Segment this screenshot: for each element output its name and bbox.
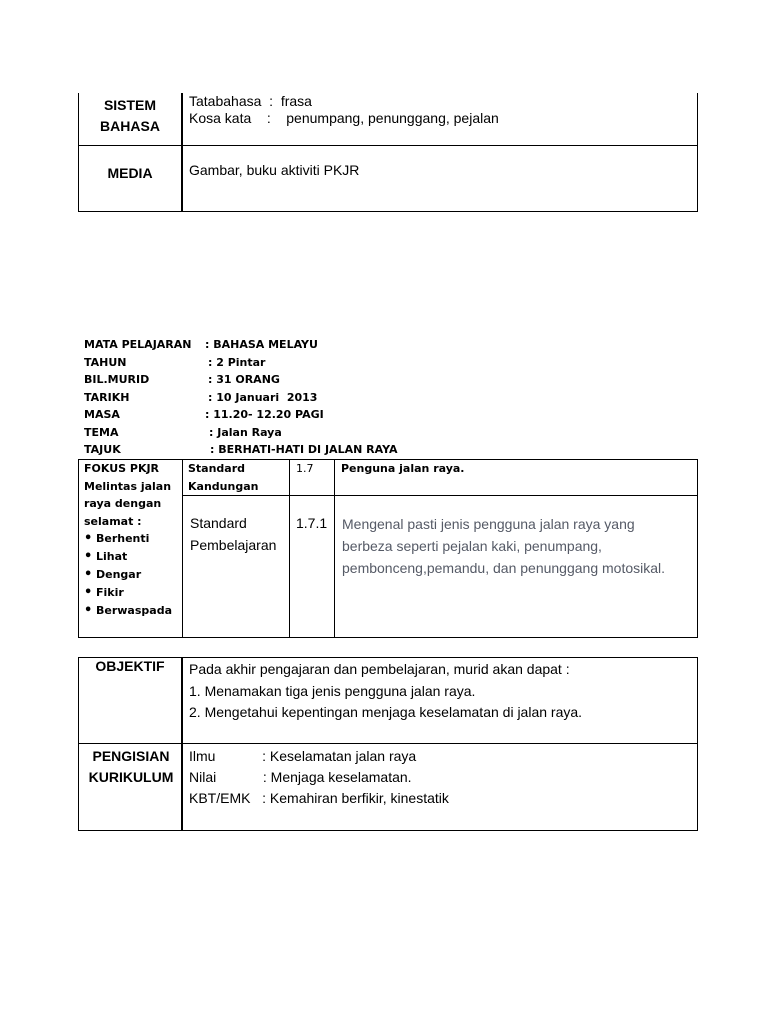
std-kandungan-label-2: Kandungan — [188, 479, 259, 493]
media-text: Gambar, buku aktiviti PKJR — [189, 162, 360, 178]
list-item: • Lihat — [84, 548, 172, 566]
kosa-kata-line: Kosa kata : penumpang, penunggang, pejalan — [189, 110, 499, 126]
list-item: • Berwaspada — [84, 602, 172, 620]
list-item: • Dengar — [84, 566, 172, 584]
list-item: • Berhenti — [84, 530, 172, 548]
info-value-bil-murid: : 31 ORANG — [208, 373, 280, 386]
objektif-line-2: 1. Menamakan tiga jenis pengguna jalan raya. — [189, 683, 476, 699]
fokus-desc-line3: selamat : — [84, 514, 142, 528]
std-pembelajaran-code: 1.7.1 — [296, 515, 328, 531]
info-key-tahun: TAHUN — [84, 355, 127, 369]
std-pembelajaran-label-2: Pembelajaran — [190, 537, 277, 553]
std-pembelajaran-text-1: Mengenal pasti jenis pengguna jalan raya yang — [342, 516, 635, 532]
fokus-pkjr-title: FOKUS PKJR — [84, 462, 160, 475]
std-kandungan-text: Penguna jalan raya. — [341, 462, 465, 475]
list-item: • Fikir — [84, 584, 172, 602]
info-key-bil-murid: BIL.MURID — [84, 373, 150, 386]
fokus-desc-line1: Melintas jalan — [84, 479, 172, 493]
pengisian-line-1: Ilmu : Keselamatan jalan raya — [189, 748, 417, 764]
objektif-label: OBJEKTIF — [95, 658, 165, 674]
info-key-tarikh: TARIKH — [84, 390, 130, 404]
pengisian-kurikulum-label: PENGISIAN KURIKULUM — [88, 748, 174, 785]
std-pembelajaran-label-1: Standard — [190, 515, 247, 531]
objektif-line-3: 2. Mengetahui kepentingan menjaga keselamatan di jalan raya. — [189, 704, 583, 720]
std-pembelajaran-text-2: berbeza seperti pejalan kaki, penumpang, — [342, 538, 602, 554]
info-value-tema: : Jalan Raya — [209, 425, 282, 439]
info-key-masa: MASA — [84, 408, 120, 421]
std-kandungan-code: 1.7 — [296, 462, 314, 475]
info-key-tajuk: TAJUK — [84, 443, 121, 456]
info-key-mata-pelajaran: MATA PELAJARAN — [84, 338, 192, 351]
sistem-bahasa-label: SISTEM BAHASA — [100, 97, 160, 134]
info-value-tarikh: : 10 Januari 2013 — [208, 390, 318, 404]
fokus-bullet-list — [84, 530, 172, 620]
pengisian-line-2: Nilai : Menjaga keselamatan. — [189, 769, 412, 785]
pengisian-line-3: KBT/EMK : Kemahiran berfikir, kinestatik — [189, 790, 449, 806]
info-value-masa: : 11.20- 12.20 PAGI — [205, 408, 324, 421]
info-value-tajuk: : BERHATI-HATI DI JALAN RAYA — [210, 443, 398, 456]
objektif-line-1: Pada akhir pengajaran dan pembelajaran, murid akan dapat : — [189, 661, 570, 677]
info-value-tahun: : 2 Pintar — [208, 355, 266, 369]
info-key-tema: TEMA — [84, 425, 119, 439]
media-label: MEDIA — [107, 165, 153, 181]
std-kandungan-label-1: Standard — [188, 462, 246, 475]
fokus-desc-line2: raya dengan — [84, 497, 162, 510]
tatabahasa-line: Tatabahasa : frasa — [189, 93, 312, 109]
info-value-mata-pelajaran: : BAHASA MELAYU — [205, 338, 318, 351]
std-pembelajaran-text-3: pembonceng,pemandu, dan penunggang motosikal. — [342, 560, 666, 576]
